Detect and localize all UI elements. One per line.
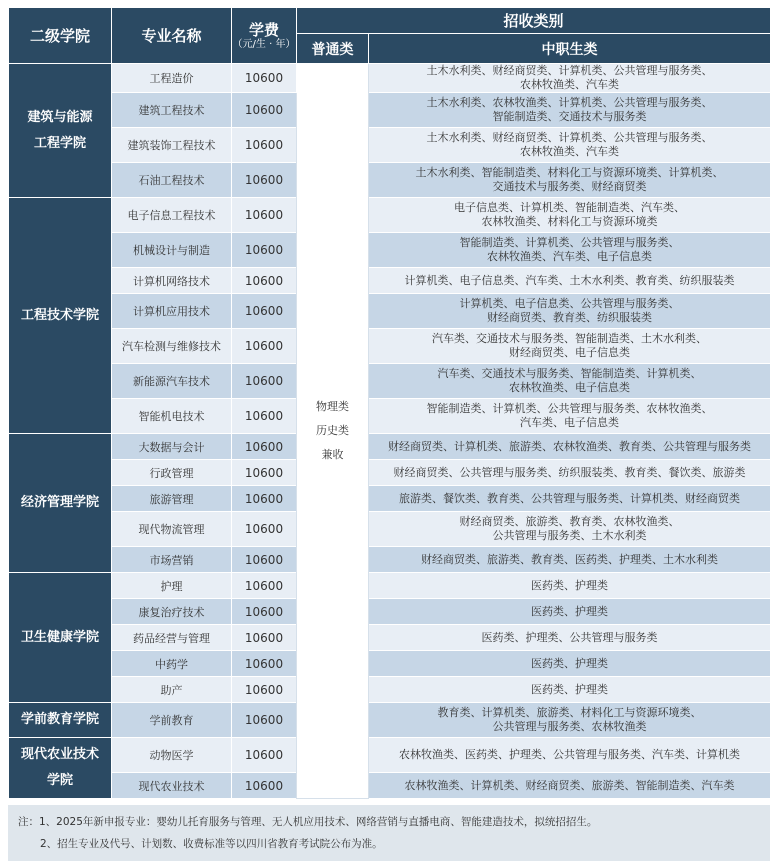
major-name: 建筑工程技术 [112, 93, 232, 128]
tuition-fee: 10600 [232, 128, 297, 163]
tuition-fee: 10600 [232, 434, 297, 460]
major-name: 电子信息工程技术 [112, 198, 232, 233]
vocational-categories [369, 93, 771, 128]
tuition-fee: 10600 [232, 93, 297, 128]
major-name: 动物医学 [112, 738, 232, 773]
vocational-categories [369, 268, 771, 294]
vocational-categories [369, 573, 771, 599]
tuition-fee: 10600 [232, 460, 297, 486]
tuition-fee: 10600 [232, 599, 297, 625]
college-name-line: 建筑与能源 [27, 109, 93, 125]
table-row [9, 651, 771, 677]
category-line: 土木水利类、财经商贸类、计算机类、公共管理与服务类、 [426, 131, 713, 144]
vocational-categories [369, 625, 771, 651]
tuition-fee: 10600 [232, 268, 297, 294]
note-line-2: 2、招生专业及代号、计划数、收费标准等以四川省教育考试院公布为准。 [40, 838, 383, 850]
table-row [9, 434, 771, 460]
enrollment-table-sheet [8, 7, 770, 861]
category-line: 教育类、计算机类、旅游类、材料化工与资源环境类、 [437, 706, 702, 719]
category-line: 财经商贸类、旅游类、教育类、医药类、护理类、土木水利类 [421, 552, 718, 566]
category-line: 智能制造类、计算机类、公共管理与服务类、农林牧渔类、 [426, 402, 713, 415]
category-line: 农林牧渔类、汽车类 [520, 145, 619, 158]
table-row [9, 294, 771, 329]
major-name: 智能机电技术 [112, 399, 232, 434]
vocational-categories [369, 738, 771, 773]
category-line: 农林牧渔类、汽车类、电子信息类 [487, 250, 652, 263]
category-line: 农林牧渔类、材料化工与资源环境类 [481, 215, 658, 228]
vocational-categories [369, 512, 771, 547]
college-name [9, 573, 112, 703]
vocational-categories [369, 703, 771, 738]
tuition-fee: 10600 [232, 198, 297, 233]
note-line-1: 注：1、2025年新申报专业：婴幼儿托育服务与管理、无人机应用技术、网络营销与直播电商、智能建造技术，拟统招招生。 [18, 816, 598, 828]
table-row [9, 128, 771, 163]
category-line: 农林牧渔类、汽车类 [520, 78, 619, 91]
table-row [9, 599, 771, 625]
table-body [9, 64, 771, 799]
tuition-fee: 10600 [232, 233, 297, 268]
college-name-line: 工程技术学院 [20, 307, 99, 323]
major-name: 护理 [112, 573, 232, 599]
category-line: 农林牧渔类、计算机类、财经商贸类、旅游类、智能制造类、汽车类 [404, 778, 735, 792]
header-recruit: 招收类别 [297, 8, 771, 34]
major-name: 助产 [112, 677, 232, 703]
major-name: 建筑装饰工程技术 [112, 128, 232, 163]
header-fee [232, 8, 297, 64]
vocational-categories [369, 128, 771, 163]
category-line: 旅游类、餐饮类、教育类、公共管理与服务类、计算机类、财经商贸类 [399, 491, 740, 505]
category-line: 财经商贸类、公共管理与服务类、纺织服装类、教育类、餐饮类、旅游类 [393, 465, 746, 479]
enrollment-table [8, 7, 771, 799]
header-fee-unit: （元/生 · 年） [232, 38, 296, 50]
general-category: 物理类 [316, 400, 349, 413]
college-name-line: 卫生健康学院 [20, 629, 99, 645]
college-name-line: 现代农业技术 [20, 747, 99, 762]
major-name: 机械设计与制造 [112, 233, 232, 268]
category-line: 汽车类、电子信息类 [520, 416, 619, 429]
college-name [9, 434, 112, 573]
table-row [9, 399, 771, 434]
major-name: 康复治疗技术 [112, 599, 232, 625]
category-line: 土木水利类、农林牧渔类、计算机类、公共管理与服务类、 [426, 96, 713, 109]
major-name: 学前教育 [112, 703, 232, 738]
category-line: 财经商贸类、旅游类、教育类、农林牧渔类、 [459, 515, 680, 528]
vocational-categories [369, 547, 771, 573]
major-name: 石油工程技术 [112, 163, 232, 198]
header-vocational: 中职生类 [369, 34, 771, 64]
major-name: 旅游管理 [112, 486, 232, 512]
tuition-fee: 10600 [232, 573, 297, 599]
general-categories [297, 64, 369, 799]
college-name-line: 学院 [46, 773, 73, 788]
vocational-categories [369, 434, 771, 460]
table-row [9, 512, 771, 547]
table-row [9, 364, 771, 399]
vocational-categories [369, 294, 771, 329]
category-line: 汽车类、交通技术与服务类、智能制造类、土木水利类、 [432, 332, 707, 345]
vocational-categories [369, 651, 771, 677]
category-line: 医药类、护理类 [531, 578, 608, 592]
tuition-fee: 10600 [232, 738, 297, 773]
table-row [9, 625, 771, 651]
header-general: 普通类 [297, 34, 369, 64]
college-name [9, 703, 112, 738]
tuition-fee: 10600 [232, 547, 297, 573]
major-name: 计算机网络技术 [112, 268, 232, 294]
category-line: 交通技术与服务类、财经商贸类 [492, 180, 647, 193]
tuition-fee: 10600 [232, 677, 297, 703]
vocational-categories [369, 64, 771, 93]
vocational-categories [369, 198, 771, 233]
college-name-line: 学前教育学院 [20, 712, 99, 727]
vocational-categories [369, 329, 771, 364]
category-line: 土木水利类、财经商贸类、计算机类、公共管理与服务类、 [426, 64, 713, 77]
category-line: 医药类、护理类 [531, 604, 608, 618]
major-name: 工程造价 [112, 64, 232, 93]
table-row [9, 547, 771, 573]
table-row [9, 773, 771, 799]
vocational-categories [369, 233, 771, 268]
category-line: 财经商贸类、电子信息类 [509, 346, 630, 359]
vocational-categories [369, 773, 771, 799]
vocational-categories [369, 486, 771, 512]
table-row [9, 268, 771, 294]
college-name-line: 工程学院 [33, 135, 86, 151]
college-name [9, 738, 112, 799]
major-name: 药品经营与管理 [112, 625, 232, 651]
table-row [9, 573, 771, 599]
major-name: 汽车检测与维修技术 [112, 329, 232, 364]
major-name: 计算机应用技术 [112, 294, 232, 329]
college-name [9, 64, 112, 198]
vocational-categories [369, 460, 771, 486]
category-line: 财经商贸类、计算机类、旅游类、农林牧渔类、教育类、公共管理与服务类 [388, 439, 751, 453]
tuition-fee: 10600 [232, 703, 297, 738]
tuition-fee: 10600 [232, 399, 297, 434]
table-row [9, 198, 771, 233]
college-name-line: 经济管理学院 [20, 495, 99, 510]
major-name: 中药学 [112, 651, 232, 677]
category-line: 计算机类、电子信息类、汽车类、土木水利类、教育类、纺织服装类 [404, 273, 735, 287]
major-name: 现代物流管理 [112, 512, 232, 547]
category-line: 土木水利类、智能制造类、材料化工与资源环境类、计算机类、 [415, 166, 724, 179]
table-row [9, 486, 771, 512]
vocational-categories [369, 399, 771, 434]
category-line: 智能制造类、计算机类、公共管理与服务类、 [459, 236, 680, 249]
category-line: 农林牧渔类、医药类、护理类、公共管理与服务类、汽车类、计算机类 [399, 748, 740, 761]
table-row [9, 93, 771, 128]
header-major: 专业名称 [112, 8, 232, 64]
header-fee-title: 学费 [248, 20, 279, 39]
tuition-fee: 10600 [232, 486, 297, 512]
category-line: 医药类、护理类、公共管理与服务类 [481, 630, 658, 644]
category-line: 汽车类、交通技术与服务类、智能制造类、计算机类、 [437, 367, 702, 380]
tuition-fee: 10600 [232, 773, 297, 799]
category-line: 医药类、护理类 [531, 656, 608, 670]
category-line: 财经商贸类、教育类、纺织服装类 [487, 311, 652, 324]
tuition-fee: 10600 [232, 64, 297, 93]
vocational-categories [369, 364, 771, 399]
major-name: 现代农业技术 [112, 773, 232, 799]
category-line: 电子信息类、计算机类、智能制造类、汽车类、 [454, 201, 685, 214]
table-row [9, 460, 771, 486]
table-row [9, 329, 771, 364]
header-college: 二级学院 [9, 8, 112, 64]
tuition-fee: 10600 [232, 625, 297, 651]
category-line: 智能制造类、交通技术与服务类 [492, 110, 647, 123]
table-row [9, 677, 771, 703]
table-row [9, 703, 771, 738]
vocational-categories [369, 599, 771, 625]
tuition-fee: 10600 [232, 512, 297, 547]
table-row [9, 738, 771, 773]
table-row [9, 64, 771, 93]
table-row [9, 163, 771, 198]
vocational-categories [369, 677, 771, 703]
category-line: 医药类、护理类 [531, 682, 608, 696]
table-row [9, 233, 771, 268]
tuition-fee: 10600 [232, 294, 297, 329]
tuition-fee: 10600 [232, 163, 297, 198]
category-line: 公共管理与服务类、土木水利类 [492, 529, 647, 542]
general-category: 兼收 [321, 448, 344, 461]
category-line: 农林牧渔类、电子信息类 [509, 381, 630, 394]
tuition-fee: 10600 [232, 651, 297, 677]
major-name: 新能源汽车技术 [112, 364, 232, 399]
category-line: 公共管理与服务类、农林牧渔类 [492, 720, 647, 733]
category-line: 计算机类、电子信息类、公共管理与服务类、 [459, 297, 680, 310]
major-name: 市场营销 [112, 547, 232, 573]
major-name: 大数据与会计 [112, 434, 232, 460]
general-category: 历史类 [316, 424, 349, 437]
major-name: 行政管理 [112, 460, 232, 486]
college-name [9, 198, 112, 434]
tuition-fee: 10600 [232, 364, 297, 399]
tuition-fee: 10600 [232, 329, 297, 364]
vocational-categories [369, 163, 771, 198]
